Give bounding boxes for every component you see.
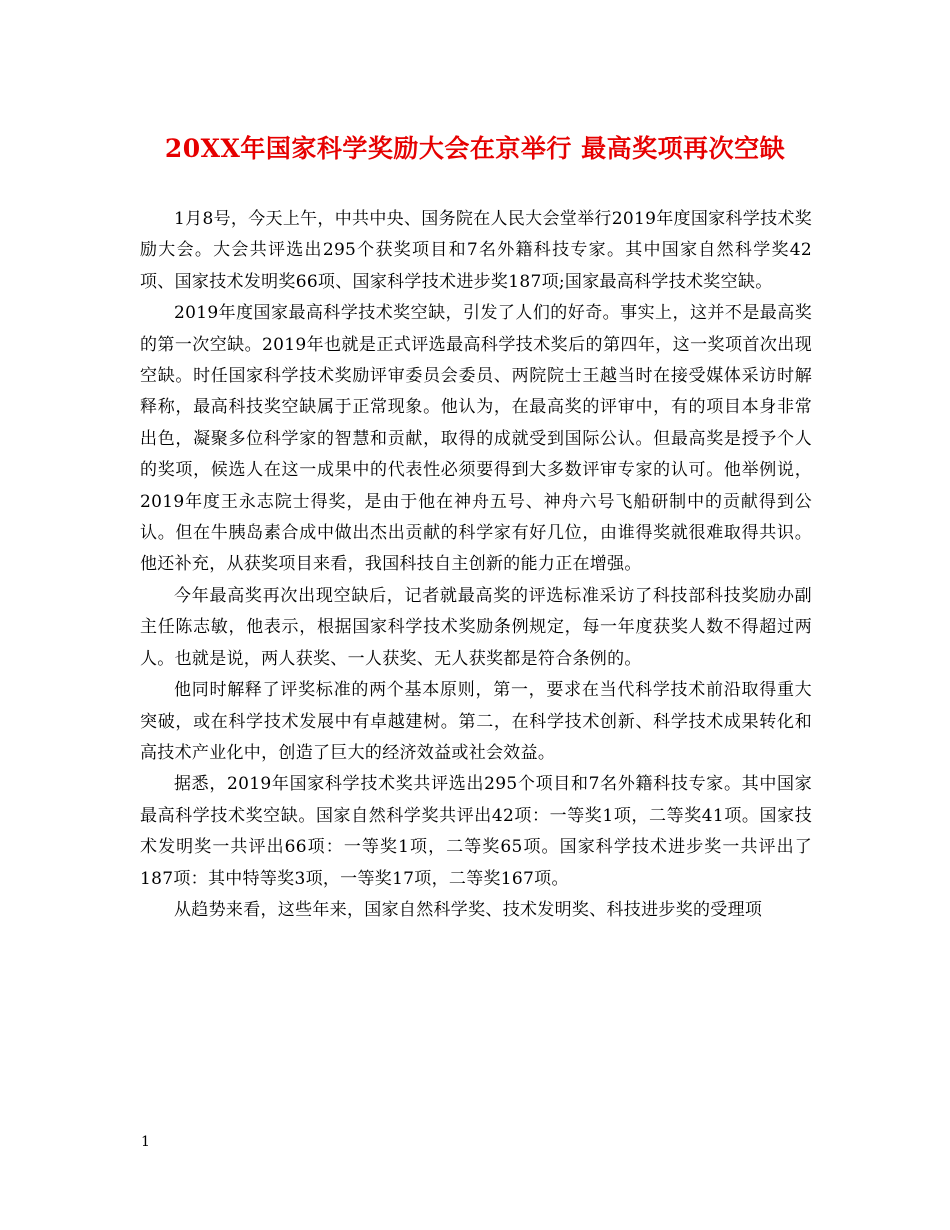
paragraph-2: 2019年度国家最高科学技术奖空缺，引发了人们的好奇。事实上，这并不是最高奖的第一次空缺。2019年也就是正式评选最高科学技术奖后的第四年，这一奖项首次出现空缺。时任国家科学技术奖励评审委员会委员、两院院士王越当时在接受媒体采访时解释称，最高科技奖空缺属于正常现象。他认为，在最高奖的评审中，有的项目本身非常出色，凝聚多位科学家的智慧和贡献，取得的成就受到国际公认。但最高奖是授予个人的奖项，候选人在这一成果中的代表性必须要得到大多数评审专家的认可。他举例说，2019年度王永志院士得奖，是由于他在神舟五号、神舟六号飞船研制中的贡献得到公认。但在牛胰岛素合成中做出杰出贡献的科学家有好几位，由谁得奖就很难取得共识。他还补充，从获奖项目来看，我国科技自主创新的能力正在增强。 — [140, 303, 812, 575]
paragraph-6: 从趋势来看，这些年来，国家自然科学奖、技术发明奖、科技进步奖的受理项 — [174, 899, 763, 920]
paragraph-4: 他同时解释了评奖标准的两个基本原则，第一，要求在当代科学技术前沿取得重大突破，或在科学技术发展中有卓越建树。第二，在科学技术创新、科学技术成果转化和高技术产业化中，创造了巨大的经济效益或社会效益。 — [140, 680, 812, 763]
document-title: 20XX年国家科学奖励大会在京举行 最高奖项再次空缺 — [164, 134, 786, 163]
paragraph-3: 今年最高奖再次出现空缺后，记者就最高奖的评选标准采访了科技部科技奖励办副主任陈志敏，他表示，根据国家科学技术奖励条例规定，每一年度获奖人数不得超过两人。也就是说，两人获奖、一人获奖、无人获奖都是符合条例的。 — [140, 585, 812, 669]
page-number: 1 — [141, 1134, 150, 1150]
document-body — [140, 204, 812, 926]
paragraph-1: 1月8号，今天上午，中共中央、国务院在人民大会堂举行2019年度国家科学技术奖励大会。大会共评选出295个获奖项目和7名外籍科技专家。其中国家自然科学奖42项、国家技术发明奖66项、国家科学技术进步奖187项;国家最高科学技术奖空缺。 — [140, 209, 812, 292]
paragraph-5: 据悉，2019年国家科学技术奖共评选出295个项目和7名外籍科技专家。其中国家最高科学技术奖空缺。国家自然科学奖共评出42项：一等奖1项，二等奖41项。国家技术发明奖一共评出66项：一等奖1项，二等奖65项。国家科学技术进步奖一共评出了187项：其中特等奖3项，一等奖17项，二等奖167项。 — [140, 774, 812, 889]
